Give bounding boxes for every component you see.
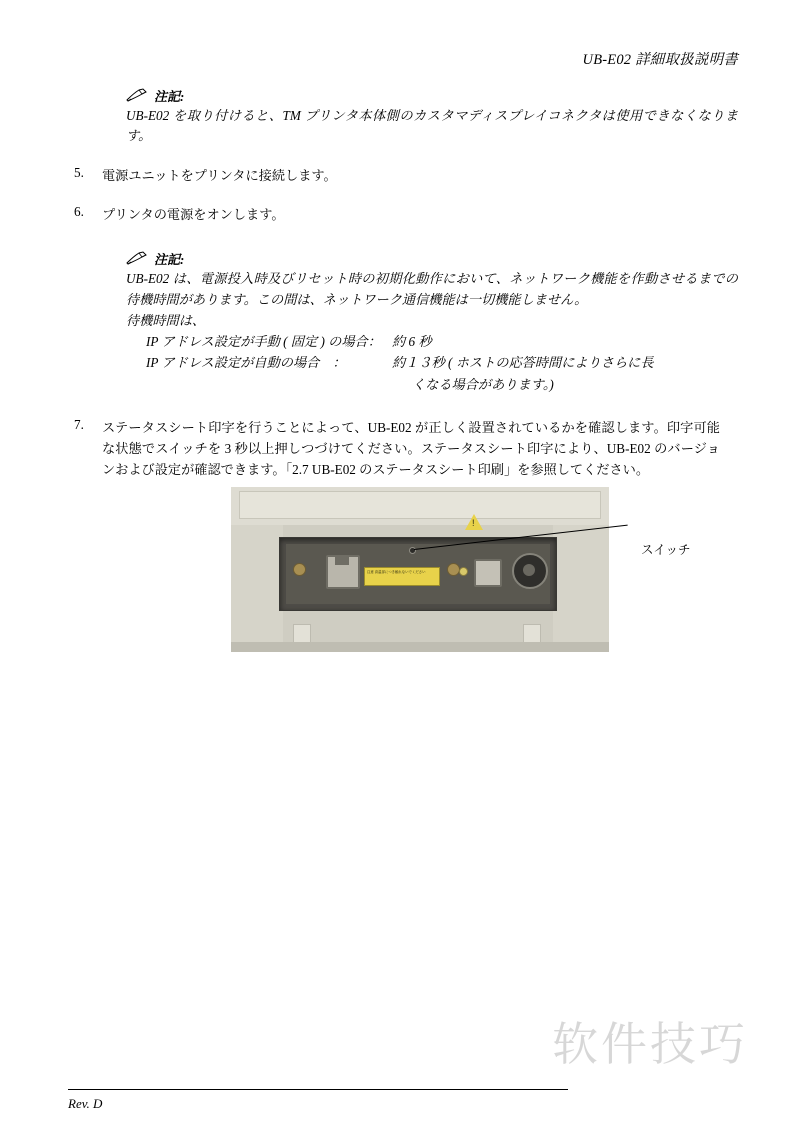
pencil-note-icon [126, 88, 148, 102]
screw-left-icon [293, 563, 306, 576]
step-number-6: 6. [74, 204, 84, 220]
footer-revision: Rev. D [68, 1096, 103, 1111]
step-text-6: プリンタの電源をオンします。 [102, 207, 285, 223]
list-item-step-7 [68, 417, 738, 480]
note-text-1: UB-E02 を取り付けると、TM プリンタ本体側のカスタマディスプレイコネクタは使用できなくなります。 [126, 108, 738, 144]
warning-triangle-icon [465, 514, 483, 530]
printer-rear-photo [231, 487, 609, 652]
status-led-icon [459, 567, 468, 576]
note-text-2: UB-E02 は、電源投入時及びリセット時の初期化動作において、ネットワーク機能を作動させるまでの待機時間があります。この間は、ネットワーク通信機能は一切機能しません。 [126, 271, 738, 307]
note-block-2 [126, 249, 738, 395]
wait-time-label-auto: IP アドレス設定が自動の場合 ： [146, 355, 346, 371]
note-block-1 [126, 86, 738, 147]
note-heading-2 [126, 249, 738, 267]
footer-divider [68, 1089, 568, 1090]
wait-time-label-manual: IP アドレス設定が手動 ( 固定 ) の場合： [146, 334, 381, 350]
figure-printer-rear [231, 487, 691, 652]
wait-time-value-auto: 約１３秒 ( ホストの応答時間によりさらに長 [392, 355, 654, 371]
printer-base-shadow [231, 642, 609, 652]
list-item-step-5 [68, 165, 738, 186]
step-number-5: 5. [74, 164, 84, 180]
printer-right-panel [553, 525, 609, 652]
step-number-7: 7. [74, 417, 84, 433]
wait-time-list [146, 331, 738, 395]
printer-top-cover [231, 487, 609, 527]
drawer-kick-connector-icon [474, 559, 502, 587]
callout-label-switch: スイッチ [641, 543, 691, 557]
note-heading-1 [126, 86, 738, 104]
wait-time-row [146, 352, 738, 373]
pencil-note-icon [126, 251, 148, 265]
list-item-step-6 [68, 204, 738, 225]
wait-time-intro: 待機時間は、 [126, 313, 206, 329]
wait-time-value-manual: 約 6 秒 [392, 334, 432, 350]
printer-left-panel [231, 525, 283, 652]
warning-label: 注意 高温部につき触れないでください [364, 567, 440, 586]
step-text-7: ステータスシート印字を行うことによって、UB-E02 が正しく設置されているかを確認します。印字可能な状態でスイッチを 3 秒以上押しつづけてください。ステータスシート印字により、UB-E02 のバージョンおよび設定が確認できます。「2.7 UB-E02 のステータスシート印刷」を参照してください。 [102, 420, 720, 478]
note-title-1: 注記: [154, 88, 185, 104]
power-connector-icon [512, 553, 548, 589]
step-text-5: 電源ユニットをプリンタに接続します。 [102, 167, 337, 183]
screw-right-icon [447, 563, 460, 576]
wait-time-continuation: くなる場合があります。) [412, 376, 554, 392]
page-header-title: UB-E02 詳細取扱説明書 [582, 52, 738, 68]
watermark: 软件技巧 [552, 1017, 748, 1071]
wait-time-row [146, 331, 738, 352]
note-title-2: 注記: [154, 251, 185, 267]
ethernet-connector-icon [326, 555, 360, 589]
document-body [68, 86, 738, 481]
